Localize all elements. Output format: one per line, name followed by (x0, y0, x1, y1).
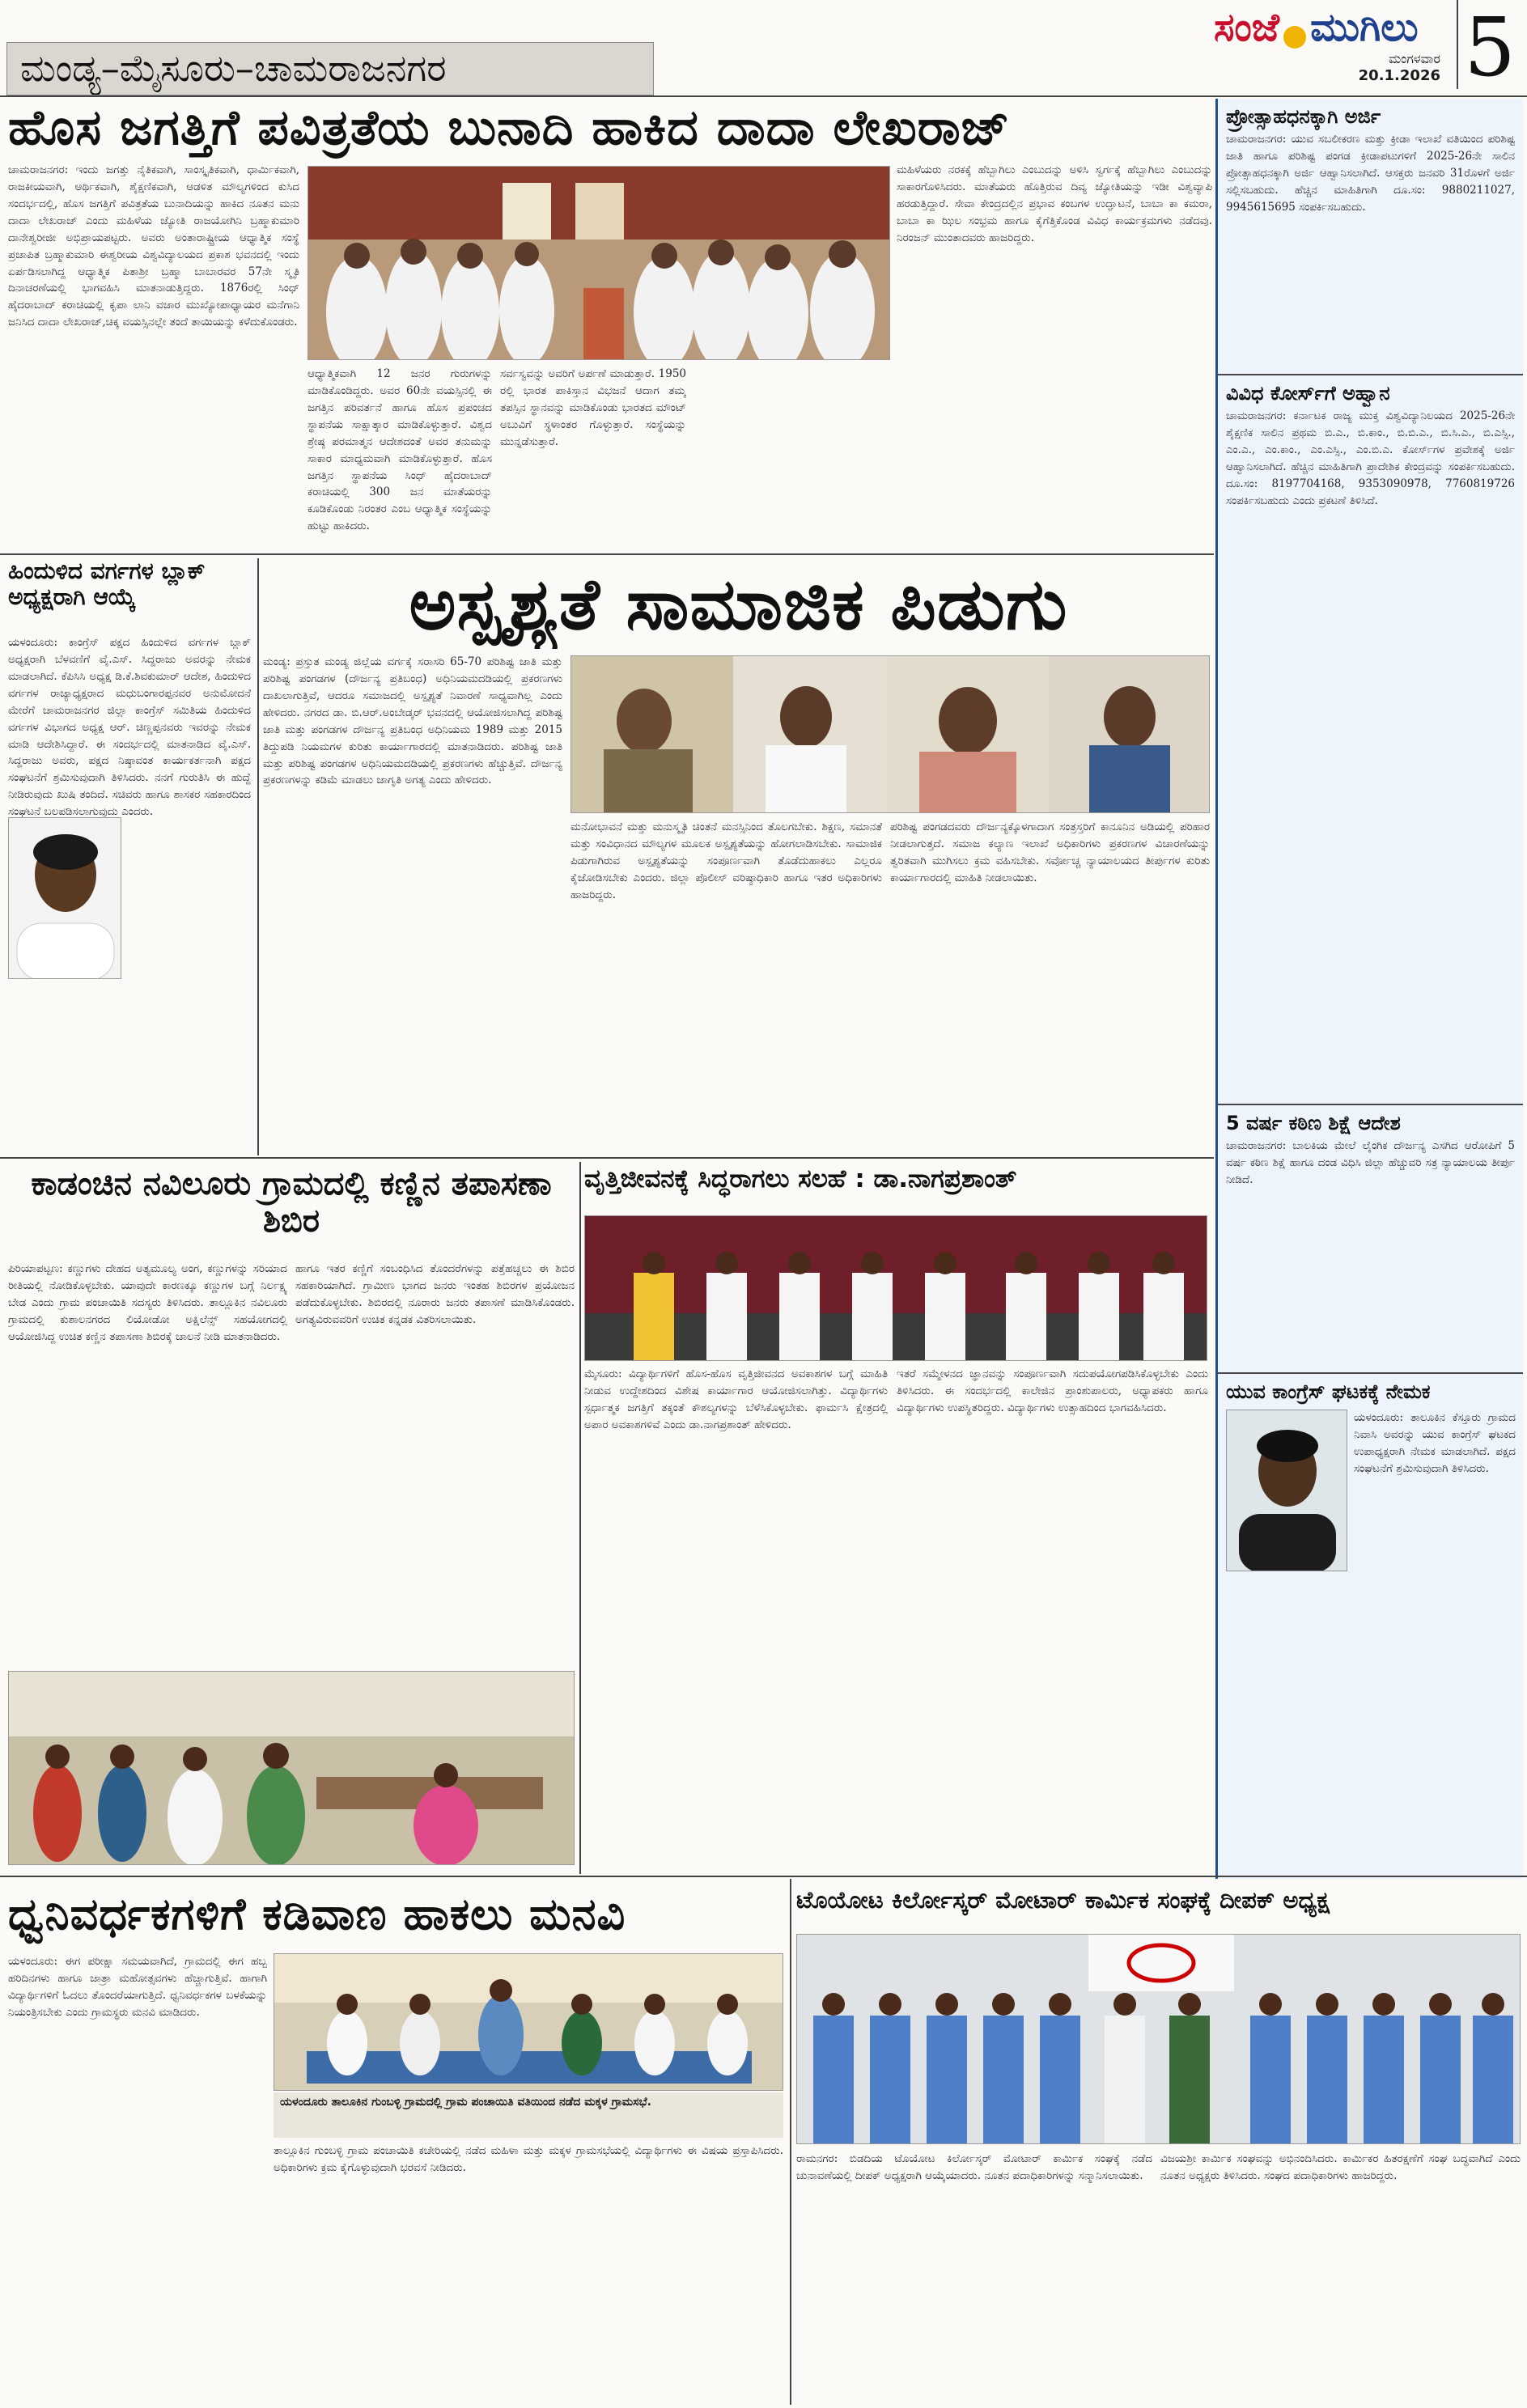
young-man-portrait-svg (1227, 1410, 1347, 1571)
career-col1: ಮೈಸೂರು: ವಿದ್ಯಾರ್ಥಿಗಳಿಗೆ ಹೊಸ-ಹೊಸ ವೃತ್ತಿಜೀವನದ ಅವಕಾಶಗಳ ಬಗ್ಗೆ ಮಾಹಿತಿ ನೀಡುವ ಉದ್ದೇಶದಿಂದ ವಿಶೇಷ ಕಾರ್ಯಾಗಾರ ಆಯೋಜಿಸಲಾಗಿತ್ತು. ವಿದ್ಯಾರ್ಥಿಗಳು ಸ್ಪರ್ಧಾತ್ಮಕ ಜಗತ್ತಿಗೆ ತಕ್ಕಂತೆ ಕೌಶಲ್ಯಗಳನ್ನು ಬೆಳೆಸಿಕೊಳ್ಳಬೇಕು. ಫಾರ್ಮಸಿ ಕ್ಷೇತ್ರದಲ್ಲಿ ಅಪಾರ ಅವಕಾಶಗಳಿವೆ ಎಂದು ಡಾ.ನಾಗಪ್ರಶಾಂತ್ ಹೇಳಿದರು. (584, 1367, 888, 1431)
bottom-rule (0, 1876, 1527, 1877)
sidebar-b2-body: ಚಾಮರಾಜನಗರ: ಕರ್ನಾಟಕ ರಾಜ್ಯ ಮುಕ್ತ ವಿಶ್ವವಿದ್ಯಾನಿಲಯದ 2025-26ನೇ ಶೈಕ್ಷಣಿಕ ಸಾಲಿನ ಪ್ರಥಮ ಬಿ.ಎ., ಬಿ.ಕಾಂ., ಬಿ.ಬಿ.ಎ., ಬಿ.ಸಿ.ಎ., ಬಿ.ಎಸ್ಸಿ., ಎಂ.ಎ., ಎಂ.ಕಾಂ., ಎಂ.ಎಸ್ಸಿ., ಎಂ.ಬಿ.ಎ. ಕೋರ್ಸ್‌ಗಳ ಪ್ರವೇಶಕ್ಕೆ ಅರ್ಜಿ ಆಹ್ವಾನಿಸಲಾಗಿದೆ. ಹೆಚ್ಚಿನ ಮಾಹಿತಿಗಾಗಿ ಪ್ರಾದೇಶಿಕ ಕೇಂದ್ರವನ್ನು ಸಂಪರ್ಕಿಸಬಹುದು. ದೂ.ಸಂ: 8197704168, 9353090978, 7760819726 ಸಂಪರ್ಕಿಸಬಹುದು ಎಂದು ಪ್ರಕಟಣೆ ತಿಳಿಸಿದೆ. (1226, 409, 1515, 507)
officials-photo-svg (571, 656, 1210, 813)
village-meeting-photo-svg (274, 1954, 783, 2091)
noise-col2: ತಾಲ್ಲೂಕಿನ ಗುಂಬಳ್ಳಿ ಗ್ರಾಮ ಪಂಚಾಯಿತಿ ಕಚೇರಿಯಲ್ಲಿ ನಡೆದ ಮಹಿಳಾ ಮತ್ತು ಮಕ್ಕಳ ಗ್ರಾಮಸಭೆಯಲ್ಲಿ ವಿದ್ಯಾರ್ಥಿಗಳು ಈ ವಿಷಯ ಪ್ರಸ್ತಾಪಿಸಿದರು. ಅಧಿಕಾರಿಗಳು ಕ್ರಮ ಕೈಗೊಳ್ಳುವುದಾಗಿ ಭರವಸೆ ನೀಡಿದರು. (274, 2144, 783, 2174)
noise-caption: ಯಳಂದೂರು ತಾಲೂಕಿನ ಗುಂಬಳ್ಳಿ ಗ್ರಾಮದಲ್ಲಿ ಗ್ರಾಮ ಪಂಚಾಯಿತಿ ವತಿಯಿಂದ ನಡೆದ ಮಕ್ಕಳ ಗ್ರಾಮಸಭೆ. (274, 2092, 783, 2138)
sidebar-b4-photo (1226, 1410, 1347, 1571)
lead-col1: ಚಾಮರಾಜನಗರ: ಇಂದು ಜಗತ್ತು ನೈತಿಕವಾಗಿ, ಸಾಂಸ್ಕೃತಿಕವಾಗಿ, ಧಾರ್ಮಿಕವಾಗಿ, ರಾಜಕೀಯವಾಗಿ, ಆರ್ಥಿಕವಾಗಿ, ಶೈಕ್ಷಣಿಕವಾಗಿ, ಆಡಳಿತ ಮೌಲ್ಯಗಳಿಂದ ಕುಸಿದ ಸಂದರ್ಭದಲ್ಲಿ, ಹೊಸ ಜಗತ್ತಿಗೆ ಪವಿತ್ರತೆಯ ಬುನಾದಿಯನ್ನು ಹಾಕಿದ ನೂತನ ಮನು ದಾದಾ ಲೇಖರಾಜ್ ಎಂದು ಮಹಿಳೆಯ ಜ್ಯೋತಿ ರಾಜಯೋಗಿನಿ ಬ್ರಹ್ಮಾಕುಮಾರಿ ದಾನೇಶ್ವರೀಜೀ ಅಭಿಪ್ರಾಯಪಟ್ಟರು. ಅವರು ಅಂತಾರಾಷ್ಟ್ರೀಯ ಆಧ್ಯಾತ್ಮಿಕ ಸಂಸ್ಥೆ ಪ್ರಜಾಪಿತ ಬ್ರಹ್ಮಾಕುಮಾರಿ ಈಶ್ವರೀಯ ವಿಶ್ವವಿದ್ಯಾಲಯದ ಪ್ರಕಾಶ ಭವನದಲ್ಲಿ ಇಂದು ಏರ್ಪಡಿಸಲಾಗಿದ್ದ ಆಧ್ಯಾತ್ಮಿಕ ಪಿತಾಶ್ರೀ ಬ್ರಹ್ಮಾ ಬಾಬಾರವರ 57ನೇ ಸ್ಮೃತಿ ದಿನಾಚರಣೆಯಲ್ಲಿ ಭಾಗವಹಿಸಿ ಮಾತನಾಡುತ್ತಿದ್ದರು. 1876ರಲ್ಲಿ ಸಿಂಧ್ ಹೈದರಾಬಾದ್ ಕರಾಚಿಯಲ್ಲಿ ಕೃಪಾ ಲಾನಿ ವಜಾರ ಮುಖ್ಯೋಪಾಧ್ಯಾಯರ ಮನೆಗಾನಿ ಜನಿಸಿದ ದಾದಾ ಲೇಖರಾಜ್,ಚಿಕ್ಕ ವಯಸ್ಸಿನಲ್ಲೇ ತಂದೆ ತಾಯಿಯನ್ನು ಕಳೆದುಕೊಂಡರು. (8, 163, 299, 329)
sidebar-b2-title: ವಿವಿಧ ಕೋರ್ಸ್‌ಗೆ ಅಹ್ವಾನ (1218, 374, 1523, 408)
issue-day: ಮಂಗಳವಾರ (1388, 51, 1440, 66)
toyota-col1: ರಾಮನಗರ: ಬಿಡದಿಯ ಟೊಯೋಟ ಕಿರ್ಲೋಸ್ಕರ್ ಮೋಟಾರ್ ಕಾರ್ಮಿಕ ಸಂಘಕ್ಕೆ ನಡೆದ ಚುನಾವಣೆಯಲ್ಲಿ ದೀಪಕ್ ಅಧ್ಯಕ್ಷರಾಗಿ ಆಯ್ಕೆಯಾದರು. ನೂತನ ಪದಾಧಿಕಾರಿಗಳನ್ನು ಸನ್ಮಾನಿಸಲಾಯಿತು. (796, 2152, 1152, 2182)
untouch-headline: ಅಸ್ಪೃಶ್ಯತೆ ಸಾಮಾಜಿಕ ಪಿಡುಗು (409, 562, 1068, 646)
issue-date: 20.1.2026 (1358, 67, 1440, 84)
right-sidebar (1215, 99, 1523, 1879)
career-photo (584, 1215, 1207, 1361)
sidebar-b1-title: ಪ್ರೋತ್ಸಾಹಧನಕ್ಕಾಗಿ ಅರ್ಜಿ (1226, 105, 1381, 128)
lead-col4: ಮಹಿಳೆಯರು ನರಕಕ್ಕೆ ಹೆಬ್ಬಾಗಿಲು ಎಂಬುದನ್ನು ಅಳಿಸಿ ಸ್ವರ್ಗಕ್ಕೆ ಹೆಬ್ಬಾಗಿಲು ಎಂಬುದನ್ನು ಸಾಕಾರಗೊಳಿಸಿದರು. ಮಾತೆಯರು ಹೊತ್ತಿರುವ ದಿವ್ಯ ಜ್ಯೋತಿಯನ್ನು ಇಡೀ ವಿಶ್ವವ್ಯಾಪಿ ಹರಡುತ್ತಿದ್ದಾರೆ. ಸೇವಾ ಕೇಂದ್ರದಲ್ಲಿನ ಪ್ರಭಾವ ಕಂಬಗಳ ಉದ್ಘಾಟನೆ, ಬಾಬಾ ಕಾ ಕಮರಾ, ಬಾಬಾ ಕಾ ಝಿಲ ಸಂಭ್ರಮ ಹಾಗೂ ಕೈಗೆತ್ತಿಕೊಂಡ ವಿವಿಧ ಕಾರ್ಯಕ್ರಮಗಳು ನಡೆದವು. ನಿರಂಜನ್ ಮುಂತಾದವರು ಹಾಜರಿದ್ದರು. (897, 163, 1212, 244)
sidebar-b4-title: ಯುವ ಕಾಂಗ್ರೆಸ್ ಘಟಕಕ್ಕೆ ನೇಮಕ (1218, 1372, 1523, 1406)
untouch-col3: ಪರಿಶಿಷ್ಟ ಪಂಗಡದವರು ದೌರ್ಜನ್ಯಕ್ಕೊಳಗಾದಾಗ ಸಂತ್ರಸ್ತರಿಗೆ ಕಾನೂನಿನ ಅಡಿಯಲ್ಲಿ ಪರಿಹಾರ ನೀಡಲಾಗುತ್ತದೆ. ಸಮಾಜ ಕಲ್ಯಾಣ ಇಲಾಖೆ ಅಧಿಕಾರಿಗಳು ಪ್ರಕರಣಗಳ ವಿಚಾರಣೆಯನ್ನು ತ್ವರಿತವಾಗಿ ಮುಗಿಸಲು ಕ್ರಮ ವಹಿಸಬೇಕು. ಸರ್ವೋಚ್ಚ ನ್ಯಾಯಾಲಯದ ತೀರ್ಪುಗಳ ಕುರಿತು ಕಾರ್ಯಾಗಾರದಲ್ಲಿ ಮಾಹಿತಿ ನೀಡಲಾಯಿತು. (890, 820, 1210, 884)
noise-photo (274, 1953, 783, 2091)
side-left-col: ಯಳಂದೂರು: ಕಾಂಗ್ರೆಸ್ ಪಕ್ಷದ ಹಿಂದುಳಿದ ವರ್ಗಗಳ ಬ್ಲಾಕ್ ಅಧ್ಯಕ್ಷರಾಗಿ ಬೆಳವಣಿಗೆ ವೈ.ಎಸ್. ಸಿದ್ದರಾಜು ಅವರನ್ನು ನೇಮಕ ಮಾಡಲಾಗಿದೆ. ಕೆಪಿಸಿಸಿ ಅಧ್ಯಕ್ಷ ಡಿ.ಕೆ.ಶಿವಕುಮಾರ್ ಆದೇಶ, ಹಿಂದುಳಿದ ವರ್ಗಗಳ ರಾಜ್ಯಾಧ್ಯಕ್ಷರಾದ ಮಧುಬಂಗಾರಪ್ಪನವರ ಅನುಮೋದನೆ ಮೇರೆಗೆ ಚಾಮರಾಜನಗರ ಜಿಲ್ಲಾ ಕಾಂಗ್ರೆಸ್ ಸಮಿತಿಯ ಹಿಂದುಳಿದ ವರ್ಗಗಳ ವಿಭಾಗದ ಅಧ್ಯಕ್ಷ ಆರ್. ಚಿಣ್ಣಪ್ಪನವರು ಇವರನ್ನು ನೇಮಕ ಮಾಡಿ ಆದೇಶಿಸಿದ್ದಾರೆ. ಈ ಸಂದರ್ಭದಲ್ಲಿ ಮಾತನಾಡಿದ ವೈ.ಎಸ್. ಸಿದ್ದರಾಜು ಅವರು, ಪಕ್ಷದ ನಿಷ್ಠಾವಂತ ಕಾರ್ಯಕರ್ತನಾಗಿ ಪಕ್ಷದ ಸಂಘಟನೆಗೆ ಶ್ರಮಿಸುವುದಾಗಿ ತಿಳಿಸಿದರು. ನನಗೆ ಗುರುತಿಸಿ ಈ ಹುದ್ದೆ ನೀಡಿರುವುದು ಖುಷಿ ತಂದಿದೆ. ಸಚಿವರು ಹಾಗೂ ಶಾಸಕರ ಸಹಕಾರದಿಂದ ಸಂಘಟನೆ ಬಲಪಡಿಸಲಾಗುವುದು ಎಂದರು. (8, 636, 251, 819)
masthead-logo (1214, 5, 1457, 86)
eye-photo (8, 1671, 575, 1865)
person-portrait-svg (9, 818, 121, 979)
sidebar-b4-body: ಯಳಂದೂರು: ತಾಲೂಕಿನ ಕೆಸ್ತೂರು ಗ್ರಾಮದ ನಿವಾಸಿ ಅವರನ್ನು ಯುವ ಕಾಂಗ್ರೆಸ್ ಘಟಕದ ಉಪಾಧ್ಯಕ್ಷರಾಗಿ ನೇಮಕ ಮಾಡಲಾಗಿದೆ. ಪಕ್ಷದ ಸಂಘಟನೆಗೆ ಶ್ರಮಿಸುವುದಾಗಿ ತಿಳಿಸಿದರು. (1354, 1411, 1516, 1475)
toyota-headline: ಟೊಯೋಟ ಕಿರ್ಲೋಸ್ಕರ್ ಮೋಟಾರ್ ಕಾರ್ಮಿಕ ಸಂಘಕ್ಕೆ ದೀಪಕ್ ಅಧ್ಯಕ್ಷ (796, 1887, 1330, 1914)
toyota-photo (796, 1934, 1521, 2144)
side-left-divider (257, 558, 259, 1155)
noise-col1: ಯಳಂದೂರು: ಈಗ ಪರೀಕ್ಷಾ ಸಮಯವಾಗಿದೆ, ಗ್ರಾಮದಲ್ಲಿ ಈಗ ಹಬ್ಬ ಹರಿದಿನಗಳು ಹಾಗೂ ಜಾತ್ರಾ ಮಹೋತ್ಸವಗಳು ಹೆಚ್ಚಾಗುತ್ತಿವೆ. ಹಾಗಾಗಿ ವಿದ್ಯಾರ್ಥಿಗಳಿಗೆ ಓದಲು ತೊಂದರೆಯಾಗುತ್ತಿದೆ. ಧ್ವನಿವರ್ಧಕಗಳ ಬಳಕೆಯನ್ನು ನಿಯಂತ್ರಿಸಬೇಕು ಎಂದು ಗ್ರಾಮಸ್ಥರು ಮನವಿ ಮಾಡಿದರು. (8, 1955, 267, 2019)
eye-camp-photo-svg (9, 1672, 575, 1865)
career-col2: ಇತರೆ ಸಮ್ಮೇಳನದ ಜ್ಞಾನವನ್ನು ಸಂಪೂರ್ಣವಾಗಿ ಸದುಪಯೋಗಪಡಿಸಿಕೊಳ್ಳಬೇಕು ಎಂದು ತಿಳಿಸಿದರು. ಈ ಸಂದರ್ಭದಲ್ಲಿ ಕಾಲೇಜಿನ ಪ್ರಾಂಶುಪಾಲರು, ಅಧ್ಯಾಪಕರು ಹಾಗೂ ವಿದ್ಯಾರ್ಥಿಗಳು ಉಪಸ್ಥಿತರಿದ್ದರು. ವಿದ್ಯಾರ್ಥಿಗಳು ಉತ್ಸಾಹದಿಂದ ಭಾಗವಹಿಸಿದರು. (897, 1367, 1208, 1414)
sun-cloud-icon (1283, 26, 1306, 49)
paper-name-part2: ಮುಗಿಲು (1310, 5, 1419, 50)
untouch-col2: ಮನೋಭಾವನೆ ಮತ್ತು ಮನುಸ್ಮೃತಿ ಚಿಂತನೆ ಮನಸ್ಸಿನಿಂದ ತೊಲಗಬೇಕು. ಶಿಕ್ಷಣ, ಸಮಾನತೆ ಮತ್ತು ಸಂವಿಧಾನದ ಮೌಲ್ಯಗಳ ಮೂಲಕ ಅಸ್ಪೃಶ್ಯತೆಯನ್ನು ಹೋಗಲಾಡಿಸಬೇಕು. ಸಾಮಾಜಿಕ ಪಿಡುಗಾಗಿರುವ ಅಸ್ಪೃಶ್ಯತೆಯನ್ನು ಸಂಪೂರ್ಣವಾಗಿ ತೊಡೆದುಹಾಕಲು ಎಲ್ಲರೂ ಕೈಜೋಡಿಸಬೇಕು ಎಂದರು. ಜಿಲ್ಲಾ ಪೊಲೀಸ್ ವರಿಷ್ಠಾಧಿಕಾರಿ ಹಾಗೂ ಇತರ ಅಧಿಕಾರಿಗಳು ಹಾಜರಿದ್ದರು. (571, 820, 882, 901)
paper-name-part1: ಸಂಜೆ (1214, 5, 1279, 50)
career-event-photo-svg (585, 1216, 1207, 1361)
sidebar-b3-title: 5 ವರ್ಷ ಕಠಿಣ ಶಿಕ್ಷೆ ಆದೇಶ (1218, 1104, 1523, 1138)
lead-col2: ಆಧ್ಯಾತ್ಮಿಕವಾಗಿ 12 ಜನರ ಗುರುಗಳನ್ನು ಮಾಡಿಕೊಂಡಿದ್ದರು. ಅವರ 60ನೇ ವಯಸ್ಸಿನಲ್ಲಿ ಈ ಜಗತ್ತಿನ ಪರಿವರ್ತನೆ ಹಾಗೂ ಹೊಸ ಪ್ರಪಂಚದ ಸ್ಥಾಪನೆಯ ಸಾಕ್ಷಾತ್ಕಾರ ಮಾಡಿಕೊಳ್ಳುತ್ತಾರೆ. ವಿಶ್ವದ ಶ್ರೇಷ್ಠ ಪರಮಾತ್ಮನ ಆದೇಶದಂತೆ ಅವರ ತನುಮನ್ನು ಸಾಕಾರ ಮಾಧ್ಯಮವಾಗಿ ಮಾಡಿಕೊಳ್ಳುತ್ತಾರೆ. ಹೊಸ ಜಗತ್ತಿನ ಸ್ಥಾಪನೆಯ ಸಿಂಧ್ ಹೈದರಾಬಾದ್ ಕರಾಚಿಯಲ್ಲಿ 300 ಜನ ಮಾತೆಯರನ್ನು ಕೂಡಿಕೊಂಡು ನಿರಂತರ ಎಂಬ ಆಧ್ಯಾತ್ಮಿಕ ಸಂಸ್ಥೆಯನ್ನು ಹುಟ್ಟು ಹಾಕಿದರು. (308, 367, 492, 533)
page-number: 5 (1457, 0, 1521, 89)
toyota-col2: ವಿಜಯಶ್ರೀ ಕಾರ್ಮಿಕ ಸಂಘವನ್ನು ಅಭಿನಂದಿಸಿದರು. ಕಾರ್ಮಿಕರ ಹಿತರಕ್ಷಣೆಗೆ ಸಂಘ ಬದ್ಧವಾಗಿದೆ ಎಂದು ನೂತನ ಅಧ್ಯಕ್ಷರು ತಿಳಿಸಿದರು. ಸಂಘದ ಪದಾಧಿಕಾರಿಗಳು ಹಾಜರಿದ್ದರು. (1160, 2152, 1521, 2182)
union-group-photo-svg (797, 1935, 1521, 2144)
lead-headline: ಹೊಸ ಜಗತ್ತಿಗೆ ಪವಿತ್ರತೆಯ ಬುನಾದಿ ಹಾಕಿದ ದಾದಾ ಲೇಖರಾಜ್ (8, 100, 1011, 156)
section-banner (6, 42, 654, 95)
career-headline: ವೃತ್ತಿಜೀವನಕ್ಕೆ ಸಿದ್ಧರಾಗಲು ಸಲಹೆ : ಡಾ.ನಾಗಪ್ರಶಾಂತ್ (584, 1165, 1017, 1193)
untouch-col1: ಮಂಡ್ಯ: ಪ್ರಸ್ತುತ ಮಂಡ್ಯ ಜಿಲ್ಲೆಯ ವರ್ಗಕ್ಕೆ ಸರಾಸರಿ 65-70 ಪರಿಶಿಷ್ಟ ಜಾತಿ ಮತ್ತು ಪರಿಶಿಷ್ಟ ಪಂಗಡಗಳ (ದೌರ್ಜನ್ಯ ಪ್ರತಿಬಂಧ) ಅಧಿನಿಯಮದಡಿಯಲ್ಲಿ ಪ್ರಕರಣಗಳು ದಾಖಲಾಗುತ್ತಿವೆ, ಆದರೂ ಸಮಾಜದಲ್ಲಿ ಅಸ್ಪೃಶ್ಯತೆ ನಿವಾರಣೆ ಸಾಧ್ಯವಾಗಿಲ್ಲ ಎಂದು ಹೇಳಿದರು. ನಗರದ ಡಾ. ಬಿ.ಆರ್.ಅಂಬೇಡ್ಕರ್ ಭವನದಲ್ಲಿ ಆಯೋಜಿಸಲಾಗಿದ್ದ ಪರಿಶಿಷ್ಟ ಜಾತಿ ಮತ್ತು ಪಂಗಡಗಳ ದೌರ್ಜನ್ಯ ಪ್ರತಿಬಂಧ ಅಧಿನಿಯಮ 1989 ಮತ್ತು 2015 ತಿದ್ದುಪಡಿ ನಿಯಮಗಳ ಕುರಿತು ಕಾರ್ಯಾಗಾರದಲ್ಲಿ ಮಾತನಾಡಿದರು. ಪರಿಶಿಷ್ಟ ಜಾತಿ ಮತ್ತು ಪರಿಶಿಷ್ಟ ಪಂಗಡಗಳ ಅಧಿನಿಯಮದಡಿಯಲ್ಲಿ ಪ್ರಕರಣಗಳು ಹೆಚ್ಚುತ್ತಿವೆ. ದೌರ್ಜನ್ಯ ಪ್ರಕರಣಗಳನ್ನು ಕಡಿಮೆ ಮಾಡಲು ಜಾಗೃತಿ ಅಗತ್ಯ ಎಂದು ಹೇಳಿದರು. (263, 655, 562, 787)
eye-divider (579, 1162, 581, 1874)
noise-divider (790, 1879, 791, 2405)
untouch-photo (571, 655, 1210, 813)
gathering-photo-svg (308, 167, 890, 360)
mid-rule (0, 1157, 1214, 1159)
side-left-photo (8, 817, 121, 979)
sidebar-b3-body: ಚಾಮರಾಜನಗರ: ಬಾಲಕಿಯ ಮೇಲೆ ಲೈಂಗಿಕ ದೌರ್ಜನ್ಯ ಎಸಗಿದ ಆರೋಪಿಗೆ 5 ವರ್ಷ ಕಠಿಣ ಶಿಕ್ಷೆ ಹಾಗೂ ದಂಡ ವಿಧಿಸಿ ಜಿಲ್ಲಾ ಹೆಚ್ಚುವರಿ ಸತ್ರ ನ್ಯಾಯಾಲಯ ತೀರ್ಪು ನೀಡಿದೆ. (1226, 1139, 1515, 1186)
eye-col2: ಹಾಗೂ ಇತರ ಕಣ್ಣಿಗೆ ಸಂಬಂಧಿಸಿದ ತೊಂದರೆಗಳನ್ನು ಪತ್ತೆಹಚ್ಚಲು ಈ ಶಿಬಿರ ಸಹಕಾರಿಯಾಗಿದೆ. ಗ್ರಾಮೀಣ ಭಾಗದ ಜನರು ಇಂತಹ ಶಿಬಿರಗಳ ಪ್ರಯೋಜನ ಪಡೆದುಕೊಳ್ಳಬೇಕು. ಶಿಬಿರದಲ್ಲಿ ನೂರಾರು ಜನರು ತಪಾಸಣೆ ಮಾಡಿಸಿಕೊಂಡರು. ಅಗತ್ಯವಿರುವವರಿಗೆ ಉಚಿತ ಕನ್ನಡಕ ವಿತರಿಸಲಾಯಿತು. (295, 1262, 575, 1326)
noise-headline: ಧ್ವನಿವರ್ಧಕಗಳಿಗೆ ಕಡಿವಾಣ ಹಾಕಲು ಮನವಿ (8, 1889, 626, 1940)
lead-photo (308, 166, 890, 360)
side-left-headline: ಹಿಂದುಳಿದ ವರ್ಗಗಳ ಬ್ಲಾಕ್ ಅಧ್ಯಕ್ಷರಾಗಿ ಆಯ್ಕೆ (8, 557, 206, 611)
lead-col3: ಸರ್ವಸ್ವವನ್ನು ಅವರಿಗೆ ಅರ್ಪಣೆ ಮಾಡುತ್ತಾರೆ. 1950 ರಲ್ಲಿ ಭಾರತ ಪಾಕಿಸ್ತಾನ ವಿಭಜನೆ ಆದಾಗ ತಮ್ಮ ತಪಸ್ಸಿನ ಸ್ಥಾನವನ್ನು ಮಾಡಿಕೊಂಡು ಭಾರತದ ಮೌಂಟ್ ಅಬುವಿಗೆ ಸ್ಥಳಾಂತರ ಗೊಳ್ಳುತ್ತಾರೆ. ಸಂಸ್ಥೆಯನ್ನು ಮುನ್ನಡೆಸುತ್ತಾರೆ. (500, 367, 686, 448)
eye-headline: ಕಾಡಂಚಿನ ನವಿಲೂರು ಗ್ರಾಮದಲ್ಲಿ ಕಣ್ಣಿನ ತಪಾಸಣಾ ಶಿಬಿರ (31, 1165, 552, 1240)
sidebar-b1-body: ಚಾಮರಾಜನಗರ: ಯುವ ಸಬಲೀಕರಣ ಮತ್ತು ಕ್ರೀಡಾ ಇಲಾಖೆ ವತಿಯಿಂದ ಪರಿಶಿಷ್ಟ ಜಾತಿ ಹಾಗೂ ಪರಿಶಿಷ್ಟ ಪಂಗಡ ಕ್ರೀಡಾಪಟುಗಳಿಗೆ 2025-26ನೇ ಸಾಲಿನ ಪ್ರೋತ್ಸಾಹಧನಕ್ಕಾಗಿ ಅರ್ಜಿ ಆಹ್ವಾನಿಸಲಾಗಿದೆ. ಆಸಕ್ತರು ಜನವರಿ 31ರೊಳಗೆ ಅರ್ಜಿ ಸಲ್ಲಿಸಬಹುದು. ಹೆಚ್ಚಿನ ಮಾಹಿತಿಗಾಗಿ ದೂ.ಸಂ: 9880211027, 9945615695 ಸಂಪರ್ಕಿಸಬಹುದು. (1226, 133, 1515, 214)
lead-bottom-rule (0, 553, 1214, 555)
section-title: ಮಂಡ್ಯ–ಮೈಸೂರು–ಚಾಮರಾಜನಗರ (20, 46, 447, 90)
eye-col1: ಪಿರಿಯಾಪಟ್ಟಣ: ಕಣ್ಣುಗಳು ದೇಹದ ಅತ್ಯಮೂಲ್ಯ ಅಂಗ, ಕಣ್ಣುಗಳನ್ನು ಸರಿಯಾದ ರೀತಿಯಲ್ಲಿ ನೋಡಿಕೊಳ್ಳಬೇಕು. ಯಾವುದೇ ಕಾರಣಕ್ಕೂ ಕಣ್ಣುಗಳ ಬಗ್ಗೆ ನಿರ್ಲಕ್ಷ್ಯ ಬೇಡ ಎಂದು ಗ್ರಾಮ ಪಂಚಾಯಿತಿ ಸದಸ್ಯರು ತಿಳಿಸಿದರು. ತಾಲ್ಲೂಕಿನ ನವಿಲೂರು ಗ್ರಾಮದಲ್ಲಿ ಕುಶಾಲನಗರದ ಲಿಯೋಡೋ ಅಕ್ಷಿಲೆನ್ಸ್ ಸಹಯೋಗದಲ್ಲಿ ಆಯೋಜಿಸಿದ್ದ ಉಚಿತ ಕಣ್ಣಿನ ತಪಾಸಣಾ ಶಿಬಿರಕ್ಕೆ ಚಾಲನೆ ನೀಡಿ ಮಾತನಾಡಿದರು. (8, 1262, 287, 1343)
